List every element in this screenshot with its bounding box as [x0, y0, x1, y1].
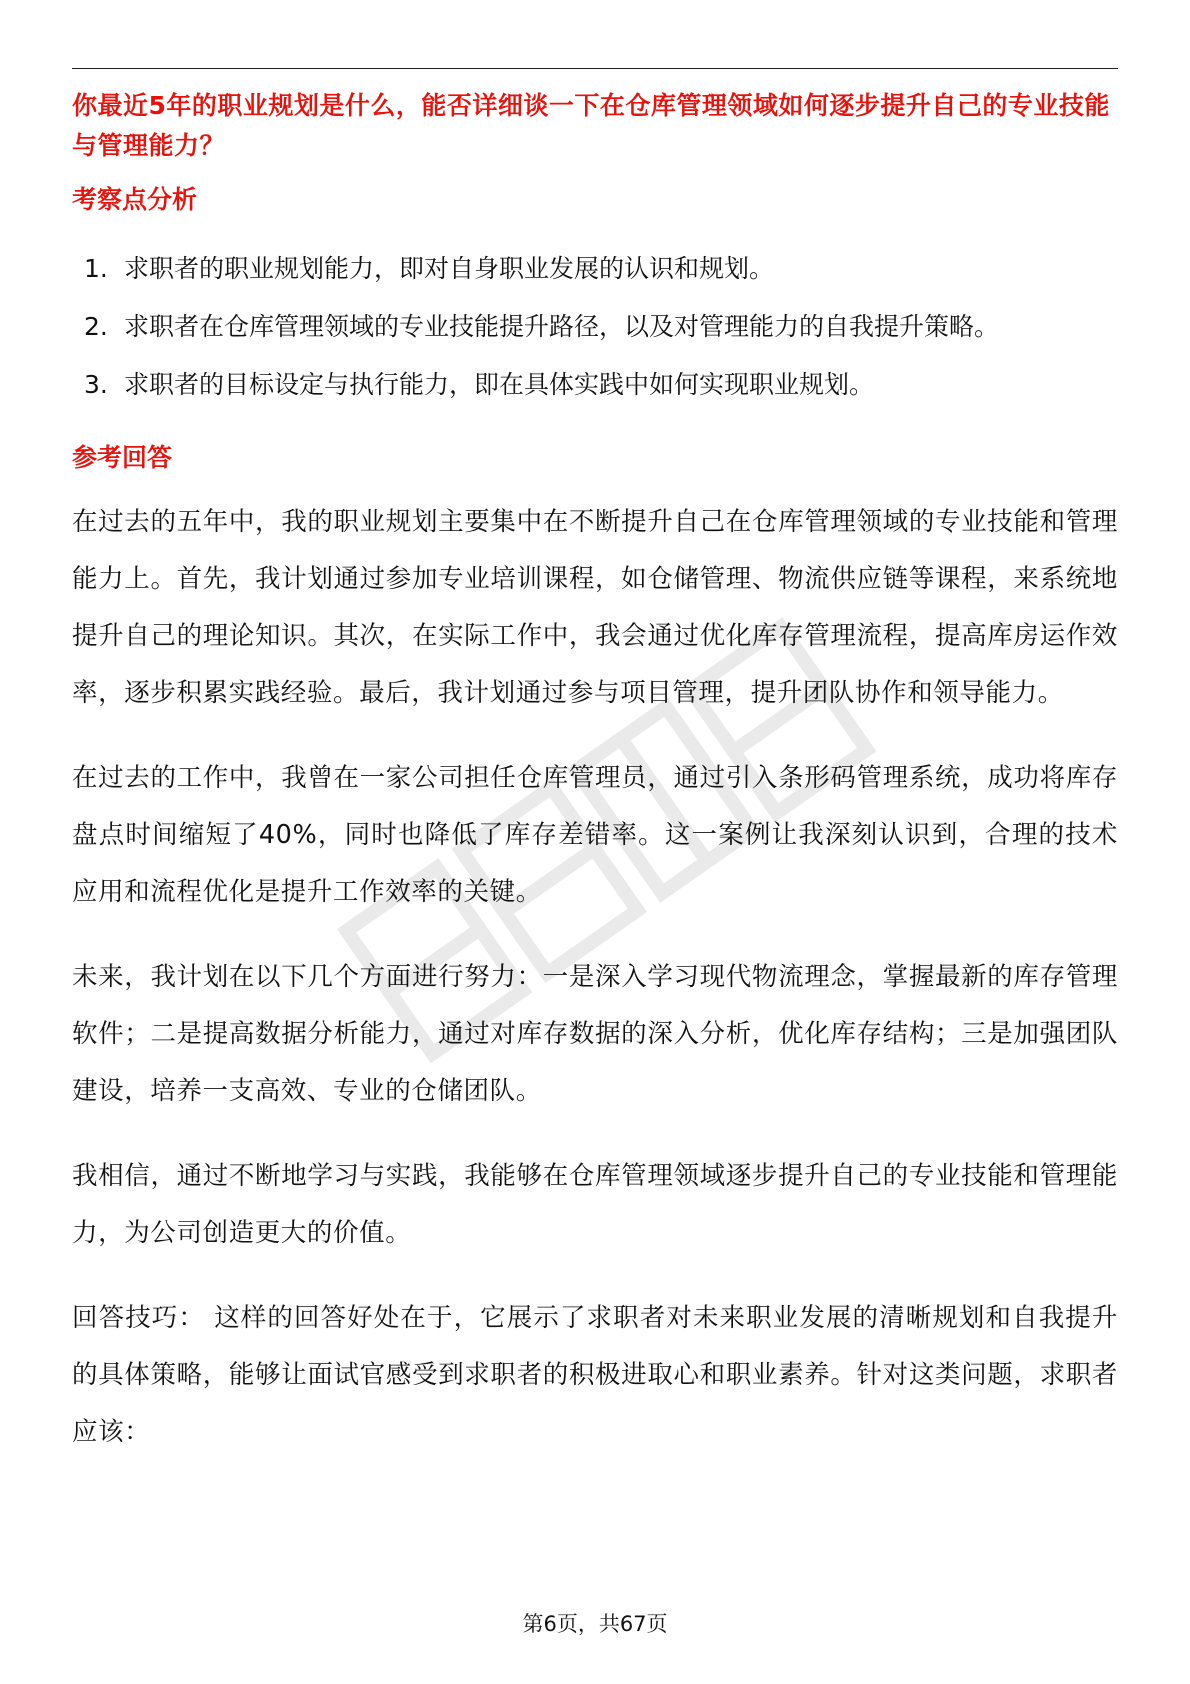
- answer-paragraph: 未来，我计划在以下几个方面进行努力：一是深入学习现代物流理念，掌握最新的库存管理软件；二是提高数据分析能力，通过对库存数据的深入分析，优化库存结构；三是加强团队建设，培养一支高效、专业的仓储团队。: [72, 962, 1118, 1106]
- list-number: 2.: [84, 312, 108, 341]
- page-number: 第6页，共67页: [522, 1612, 668, 1636]
- answer-paragraph: 在过去的工作中，我曾在一家公司担任仓库管理员，通过引入条形码管理系统，成功将库存盘点时间缩短了40%，同时也降低了库存差错率。这一案例让我深刻认识到，合理的技术应用和流程优化是提升工作效率的关键。: [72, 763, 1118, 907]
- top-divider: [72, 68, 1118, 69]
- list-text: 求职者在仓库管理领域的专业技能提升路径，以及对管理能力的自我提升策略。: [124, 312, 1000, 341]
- list-text: 求职者的职业规划能力，即对自身职业发展的认识和规划。: [124, 254, 775, 283]
- main-content: [72, 86, 1118, 1461]
- answer-paragraph: 在过去的五年中，我的职业规划主要集中在不断提升自己在仓库管理领域的专业技能和管理能力上。首先，我计划通过参加专业培训课程，如仓储管理、物流供应链等课程，来系统地提升自己的理论知识。其次，在实际工作中，我会通过优化库存管理流程，提高库房运作效率，逐步积累实践经验。最后，我计划通过参与项目管理，提升团队协作和领导能力。: [72, 507, 1118, 708]
- list-number: 3.: [84, 370, 108, 399]
- analysis-points: [72, 240, 1118, 414]
- list-item: [72, 356, 1118, 414]
- list-item: [72, 240, 1118, 298]
- analysis-heading: 考察点分析: [72, 185, 198, 214]
- question-title: 你最近5年的职业规划是什么，能否详细谈一下在仓库管理领域如何逐步提升自己的专业技能与管理能力？: [72, 91, 1110, 160]
- answer-paragraph: 我相信，通过不断地学习与实践，我能够在仓库管理领域逐步提升自己的专业技能和管理能力，为公司创造更大的价值。: [72, 1161, 1118, 1248]
- list-number: 1.: [84, 254, 108, 283]
- answer-tips-paragraph: 回答技巧： 这样的回答好处在于，它展示了求职者对未来职业发展的清晰规划和自我提升的具体策略，能够让面试官感受到求职者的积极进取心和职业素养。针对这类问题，求职者应该：: [72, 1303, 1118, 1447]
- list-item: [72, 298, 1118, 356]
- list-text: 求职者的目标设定与执行能力，即在具体实践中如何实现职业规划。: [124, 370, 875, 399]
- answer-heading: 参考回答: [72, 443, 173, 472]
